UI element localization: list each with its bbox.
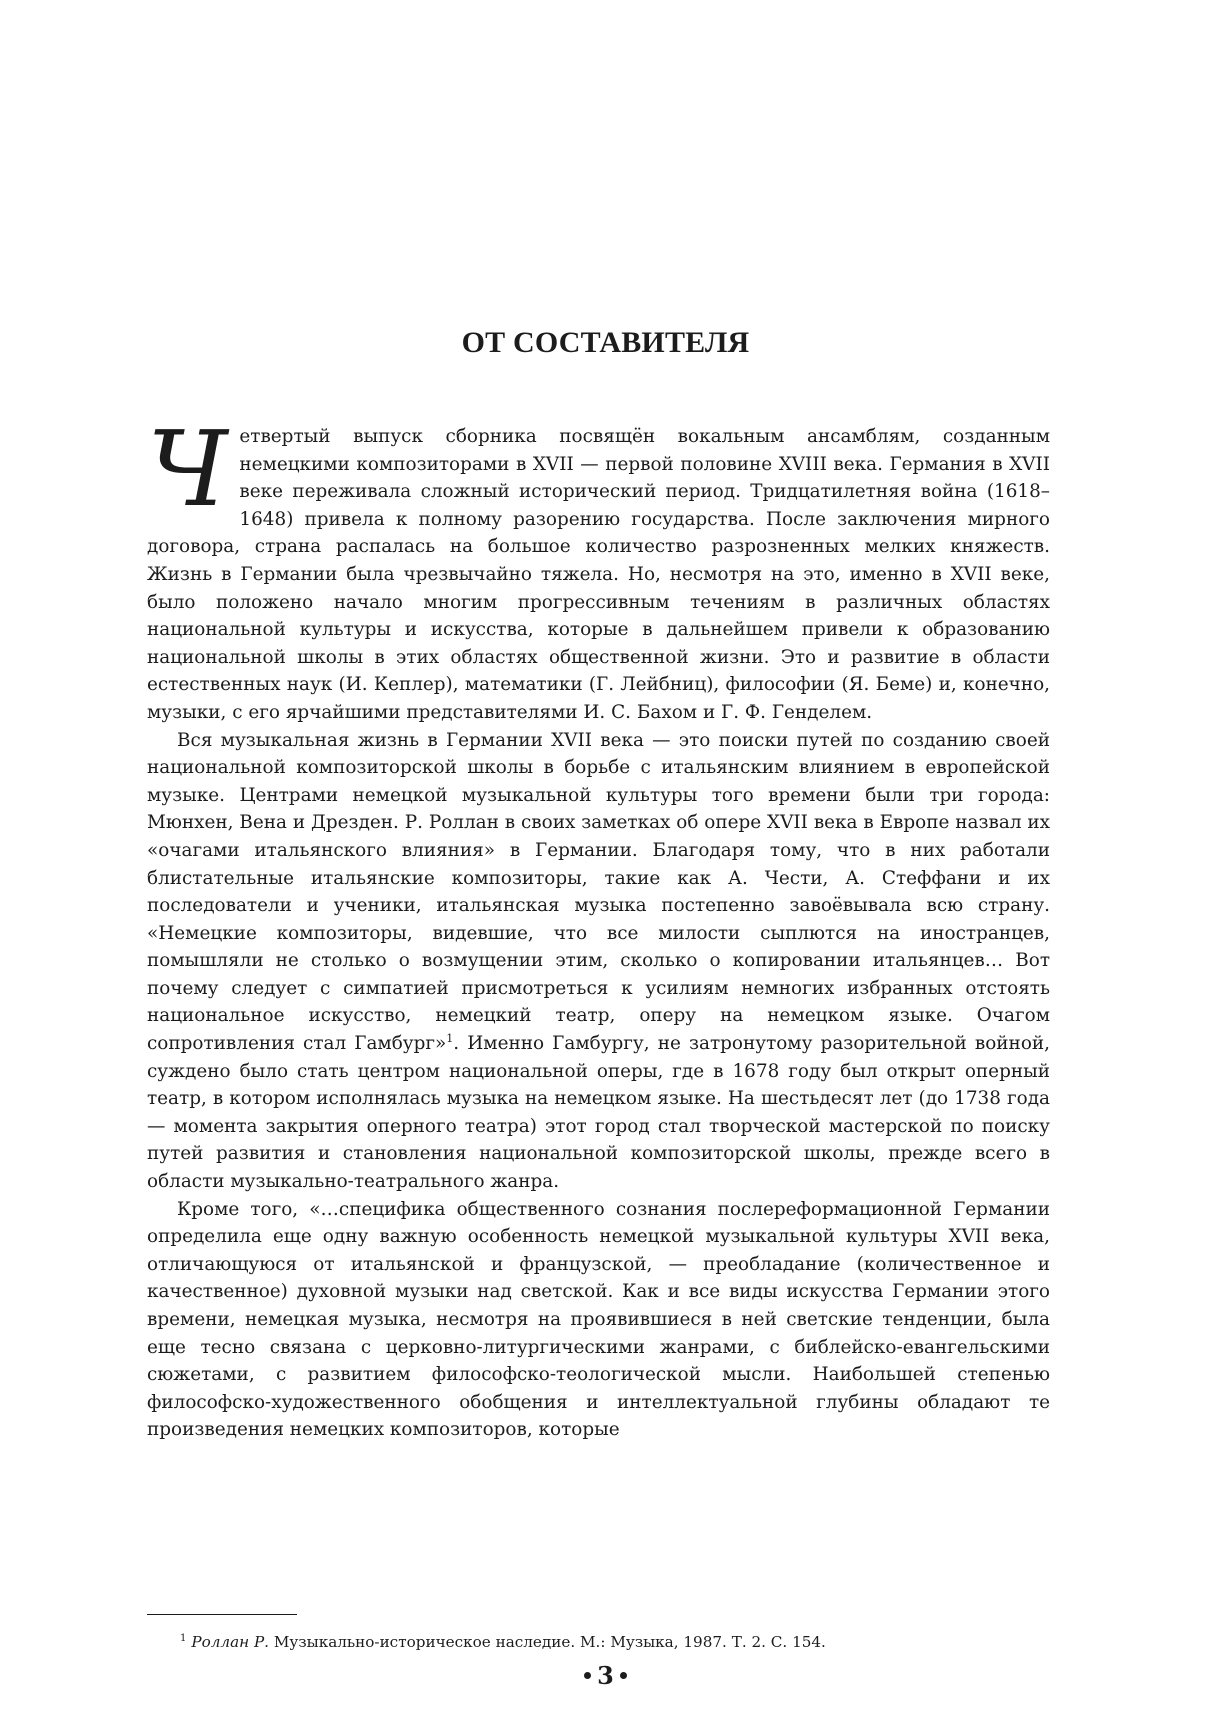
paragraph-1 bbox=[147, 408, 1050, 727]
paragraph-3 bbox=[147, 1196, 1050, 1444]
bullet-left-icon bbox=[584, 1672, 591, 1679]
drop-cap: Ч bbox=[147, 408, 228, 530]
footnote-text: Музыкально-историческое наследие. М.: Музыка, 1987. Т. 2. С. 154. bbox=[269, 1633, 826, 1651]
page-number-value: 3 bbox=[597, 1661, 614, 1690]
page-number bbox=[0, 1661, 1211, 1691]
paragraph-2-text-after: . Именно Гамбургу, не затронутому разорительной войной, суждено было стать центром национальной оперы, где в 1678 году был открыт оперный театр, в котором исполнялась музыка на немецком языке. На шестьдесят лет (до 1738 года — момента закрытия оперного театра) этот город стал творческой мастерской по поиску путей развития и становления национальной композиторской школы, прежде всего в области музыкально-театрального жанра. bbox=[147, 1033, 1050, 1193]
footnote-number: 1 bbox=[180, 1632, 187, 1644]
footnote bbox=[180, 1632, 1050, 1652]
footnote-author: Роллан Р. bbox=[191, 1633, 270, 1651]
paragraph-1-text: етвертый выпуск сборника посвящён вокальным ансамблям, созданным немецкими композиторами в XVII — первой половине XVIII века. Германия в XVII веке переживала сложный исторический период. Тридцатилетняя война (1618–1648) привела к полному разорению государства. После заключения мирного договора, страна распалась на большое количество разрозненных мелких княжеств. Жизнь в Германии была чрезвычайно тяжела. Но, несмотря на это, именно в XVII веке, было положено начало многим прогрессивным течениям в различных областях национальной культуры и искусства, которые в дальнейшем привели к образованию национальной школы в этих областях общественной жизни. Это и развитие в области естественных наук (И. Кеплер), математики (Г. Лейбниц), философии (Я. Беме) и, конечно, музыки, с его ярчайшими представителями И. С. Бахом и Г. Ф. Генделем. bbox=[147, 426, 1050, 723]
footnote-divider bbox=[147, 1614, 297, 1615]
page-title: ОТ СОСТАВИТЕЛЯ bbox=[461, 326, 750, 359]
footnote-reference[interactable]: 1 bbox=[446, 1031, 454, 1045]
paragraph-2-text-before: Вся музыкальная жизнь в Германии XVII века — это поиски путей по созданию своей национальной композиторской школы в борьбе с итальянским влиянием в европейской музыке. Центрами немецкой музыкальной культуры того времени были три города: Мюнхен, Вена и Дрезден. Р. Роллан в своих заметках об опере XVII века в Европе назвал их «очагами итальянского влияния» в Германии. Благодаря тому, что в них работали блистательные итальянские композиторы, такие как А. Чести, А. Стеффани и их последователи и ученики, итальянская музыка постепенно завоёвывала всю страну. «Немецкие композиторы, видевшие, что все милости сыплются на иностранцев, помышляли не столько о возмущении этим, сколько о копировании итальянцев… Вот почему следует с симпатией присмотреться к усилиям немногих избранных отстоять национальное искусство, немецкий театр, оперу на немецком языке. Очагом сопротивления стал Гамбург» bbox=[147, 729, 1050, 1055]
bullet-right-icon bbox=[620, 1672, 627, 1679]
body-text bbox=[147, 408, 1050, 1444]
paragraph-3-text: Кроме того, «…специфика общественного сознания послереформационной Германии определила еще одну важную особенность немецкой музыкальной культуры XVII века, отличающуюся от итальянской и французской, — преобладание (количественное и качественное) духовной музыки над светской. Как и все виды искусства Германии этого времени, немецкая музыка, несмотря на проявившиеся в ней светские тенденции, была еще тесно связана с церковно-литургическими жанрами, с библейско-евангельскими сюжетами, с развитием философско-теологической мысли. Наибольшей степенью философско-художественного обобщения и интеллектуальной глубины обладают те произведения немецких композиторов, которые bbox=[147, 1198, 1050, 1441]
paragraph-2 bbox=[147, 727, 1050, 1196]
